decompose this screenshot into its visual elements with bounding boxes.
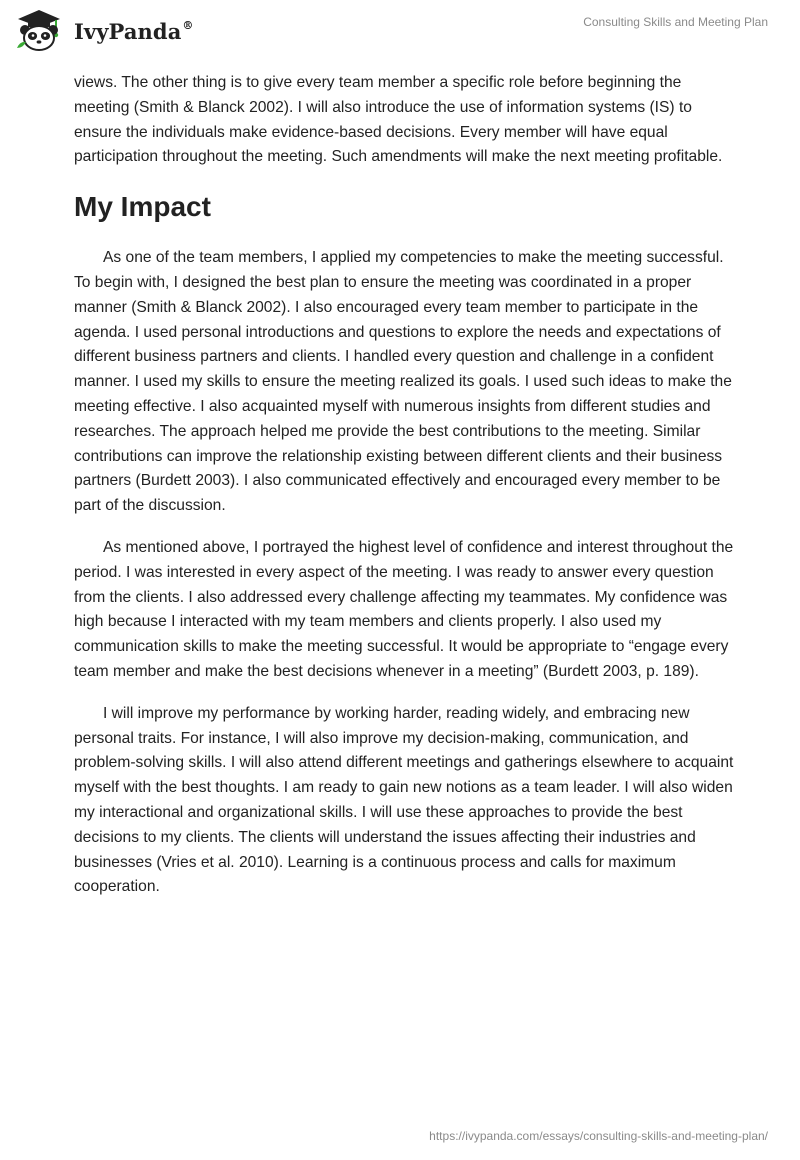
body-paragraph: As mentioned above, I portrayed the highest level of confidence and interest throughout the period. I was interested in every aspect of the meeting. I was ready to answer every question from the clients. I also addressed every challenge affecting my teammates. My confidence was high because I interacted with my team members and clients properly. I also used my communication skills to make the meeting successful. It would be appropriate to “engage every team member and make the best decisions whenever in a meeting” (Burdett 2003, p. 189).	[74, 538, 734, 680]
body-paragraph: As one of the team members, I applied my competencies to make the meeting successful. To begin with, I designed the best plan to ensure the meeting was coordinated in a proper manner (Smith & Blanck 2002). I also encouraged every team member to participate in the agenda. I used personal introductions and questions to explore the needs and expectations of different business partners and clients. I handled every question and challenge in a confident manner. I used my skills to ensure the meeting realized its goals. I used such ideas to make the meeting effective. I also acquainted myself with numerous insights from different studies and researches. The approach helped me provide the best contributions to the meeting. Similar contributions can improve the relationship existing between different clients and their business partners (Burdett 2003). I also communicated effectively and encouraged every member to be part of the discussion.	[74, 249, 732, 515]
essay-content	[74, 71, 734, 917]
brand-name: IvyPanda®	[74, 18, 194, 44]
registered-mark: ®	[182, 18, 194, 32]
intro-paragraph: views. The other thing is to give every team member a specific role before beginning the meeting (Smith & Blanck 2002). I will also introduce the use of information systems (IS) to ensure the individuals make evidence-based decisions. Every member will have equal participation throughout the meeting. Such amendments will make the next meeting profitable.	[74, 74, 723, 166]
ivypanda-logo[interactable]	[14, 8, 194, 52]
source-url[interactable]: https://ivypanda.com/essays/consulting-skills-and-meeting-plan/	[429, 1129, 768, 1143]
body-paragraph: I will improve my performance by working harder, reading widely, and embracing new personal traits. For instance, I will also improve my decision-making, communication, and problem-solving skills. I will also attend different meetings and gatherings elsewhere to acquaint myself with the best thoughts. I am ready to gain new notions as a team leader. I will also widen my interactional and organizational skills. I will use these approaches to provide the best decisions to my clients. The clients will understand the issues affecting their industries and businesses (Vries et al. 2010). Learning is a continuous process and calls for maximum cooperation.	[74, 704, 734, 896]
document-title: Consulting Skills and Meeting Plan	[583, 15, 768, 29]
panda-graduate-icon	[14, 8, 64, 52]
page-header	[0, 0, 800, 62]
section-heading: My Impact	[74, 191, 211, 223]
